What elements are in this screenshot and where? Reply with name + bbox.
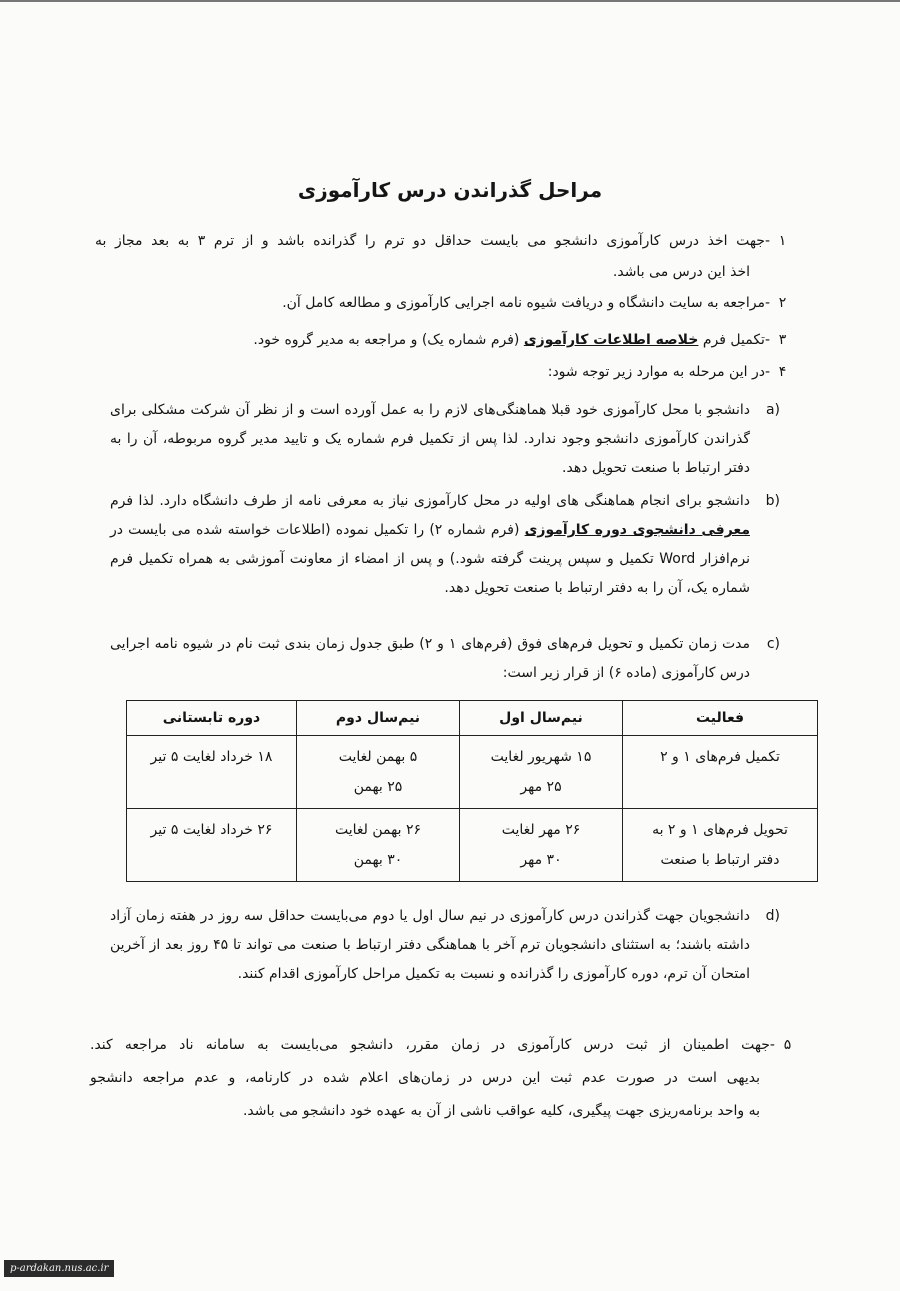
form-name-introduction: معرفی دانشجوی دوره کارآموزی bbox=[524, 522, 750, 538]
cell-line: ۱۸ خرداد لغایت ۵ تیر bbox=[150, 749, 273, 765]
item-d bbox=[110, 902, 780, 989]
step-5-continuation bbox=[90, 1096, 760, 1126]
cell-line: ۲۵ مهر bbox=[520, 779, 562, 795]
cell-line: ۲۶ مهر لغایت bbox=[501, 822, 581, 838]
item-text: دانشجو با محل کارآموزی خود قبلا هماهنگی‌های لازم را به عمل آورده است و از نظر آن شرکت مشکلی برای گذراندن کارآموزی دانشجو وجود ندارد. لذا پس از تکمیل فرم شماره یک و تایید مدیر گروه مربوطه، آن را به دفتر ارتباط با صنعت تحویل دهد. bbox=[110, 402, 750, 476]
table-cell-second-semester bbox=[297, 809, 460, 882]
table-row bbox=[127, 736, 818, 809]
step-text: -در این مرحله به موارد زیر توجه شود: bbox=[547, 364, 770, 380]
step-3 bbox=[95, 325, 795, 355]
step-1 bbox=[95, 226, 795, 256]
table-header: نیم‌سال دوم bbox=[297, 701, 460, 736]
table-cell-first-semester bbox=[460, 809, 623, 882]
item-text-before: دانشجو برای انجام هماهنگی های اولیه در محل کارآموزی نیاز به معرفی نامه از طرف دانشگاه دارد. لذا فرم bbox=[110, 493, 750, 509]
table-header: نیم‌سال اول bbox=[460, 701, 623, 736]
step-text: -جهت اخذ درس کارآموزی دانشجو می بایست حداقل دو ترم را گذرانده باشد و از ترم ۳ به بعد مجاز به bbox=[95, 233, 771, 249]
site-watermark: p-ardakan.nus.ac.ir bbox=[4, 1260, 114, 1277]
cell-line: ۵ بهمن لغایت bbox=[338, 749, 418, 765]
item-c bbox=[110, 630, 780, 688]
item-marker: a) bbox=[765, 402, 780, 418]
form-name-summary: خلاصه اطلاعات کارآموزی bbox=[523, 332, 699, 348]
table-header-row bbox=[127, 701, 818, 736]
step-text-before: -تکمیل فرم bbox=[698, 332, 770, 348]
step-text bbox=[95, 325, 770, 355]
step-number: ۳ bbox=[778, 332, 787, 348]
table-cell-first-semester bbox=[460, 736, 623, 809]
item-a bbox=[110, 396, 780, 483]
table-cell-summer bbox=[127, 736, 297, 809]
cell-line: ۲۶ بهمن لغایت bbox=[335, 822, 421, 838]
table-cell-summer bbox=[127, 809, 297, 882]
item-b bbox=[110, 487, 780, 603]
table-cell-activity bbox=[623, 809, 818, 882]
step-5-continuation bbox=[90, 1063, 760, 1093]
item-text-after: (فرم شماره ۲) را تکمیل نموده (اطلاعات خواسته شده می بایست در نرم‌افزار Word تکمیل و سپس پرینت گرفته شود.) و پس از امضاء از معاونت آموزشی به همراه تکمیل فرم شماره یک، آن را به دفتر ارتباط با صنعت تحویل دهد. bbox=[110, 522, 751, 596]
step-5 bbox=[90, 1030, 800, 1060]
step-text: اخذ این درس می باشد. bbox=[612, 264, 750, 280]
step-number: ۱ bbox=[778, 233, 787, 249]
cell-line: تکمیل فرم‌های ۱ و ۲ bbox=[660, 749, 780, 765]
table-header: دوره تابستانی bbox=[127, 701, 297, 736]
step-text: -مراجعه به سایت دانشگاه و دریافت شیوه نامه اجرایی کارآموزی و مطالعه کامل آن. bbox=[282, 295, 770, 311]
cell-line: ۱۵ شهریور لغایت bbox=[490, 749, 592, 765]
step-4 bbox=[95, 357, 795, 387]
cell-line: دفتر ارتباط با صنعت bbox=[660, 852, 780, 868]
item-text bbox=[110, 493, 750, 596]
schedule-table bbox=[126, 700, 818, 882]
item-text: مدت زمان تکمیل و تحویل فرم‌های فوق (فرم‌های ۱ و ۲) طبق جدول زمان بندی ثبت نام در شیوه نامه اجرایی درس کارآموزی (ماده ۶) از قرار زیر است: bbox=[110, 636, 750, 681]
step-text: به واحد برنامه‌ریزی جهت پیگیری، کلیه عواقب ناشی از آن به عهده خود دانشجو می باشد. bbox=[242, 1103, 760, 1119]
cell-line: ۲۵ بهمن bbox=[353, 779, 403, 795]
table-cell-second-semester bbox=[297, 736, 460, 809]
step-number: ۴ bbox=[778, 364, 787, 380]
item-marker: b) bbox=[765, 493, 780, 509]
page-title: مراحل گذراندن درس کارآموزی bbox=[297, 178, 603, 202]
step-2 bbox=[95, 288, 795, 318]
cell-line: ۲۶ خرداد لغایت ۵ تیر bbox=[150, 822, 273, 838]
step-number: ۲ bbox=[778, 295, 787, 311]
step-text-after: (فرم شماره یک) و مراجعه به مدیر گروه خود. bbox=[253, 332, 524, 348]
item-marker: d) bbox=[765, 908, 780, 924]
cell-line: ۳۰ بهمن bbox=[353, 852, 403, 868]
item-text: دانشجویان جهت گذراندن درس کارآموزی در نیم سال اول یا دوم می‌بایست حداقل سه روز در هفته زمان آزاد داشته باشند؛ به استثنای دانشجویان ترم آخر با هماهنگی دفتر ارتباط با صنعت می تواند تا ۴۵ روز بعد از آخرین امتحان آن ترم، دوره کارآموزی را گذرانده و نسبت به تکمیل مراحل کارآموزی اقدام کنند. bbox=[110, 908, 750, 982]
step-number: ۵ bbox=[783, 1037, 792, 1053]
step-text: -جهت اطمینان از ثبت درس کارآموزی در زمان مقرر، دانشجو می‌بایست به سامانه ناد مراجعه کند. bbox=[90, 1037, 775, 1053]
cell-line: ۳۰ مهر bbox=[520, 852, 562, 868]
cell-line: تحویل فرم‌های ۱ و ۲ به bbox=[652, 822, 788, 838]
table-cell-activity bbox=[623, 736, 818, 809]
table-header: فعالیت bbox=[623, 701, 818, 736]
table-row bbox=[127, 809, 818, 882]
step-1-continuation bbox=[95, 257, 750, 287]
step-text: بدیهی است در صورت عدم ثبت این درس در زمان‌های اعلام شده در کارنامه، و عدم مراجعه دانشجو bbox=[90, 1070, 760, 1086]
item-marker: c) bbox=[766, 636, 780, 652]
